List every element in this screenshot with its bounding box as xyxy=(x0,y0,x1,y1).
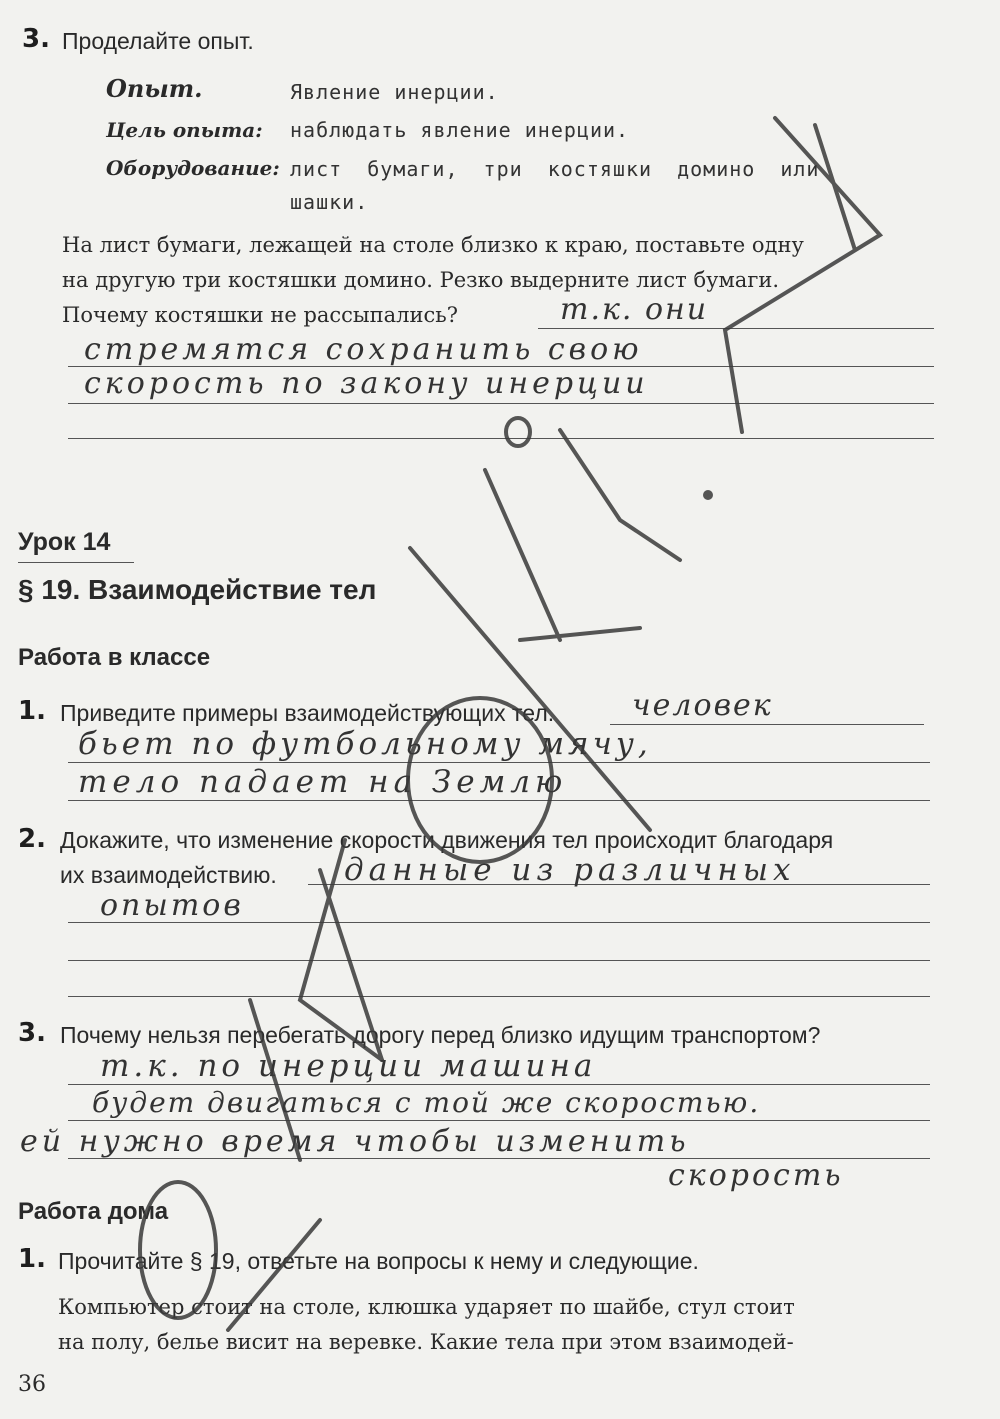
classwork-q2-number: 2. xyxy=(18,824,46,854)
exercise-3-question: Почему костяшки не рассыпались? xyxy=(62,303,458,327)
homework-q1-text: Прочитайте § 19, ответьте на вопросы к нему и следующие. xyxy=(58,1248,699,1274)
answer-line xyxy=(68,403,934,404)
answer-line xyxy=(68,960,930,961)
answer-line xyxy=(68,1084,930,1085)
pencil-dot xyxy=(705,492,711,498)
handwritten-answer-3-line2: стремятся сохранить свою xyxy=(84,332,643,367)
handwritten-answer-c3-line1: т.к. по инерции машина xyxy=(100,1048,597,1084)
experiment-label: Опыт. xyxy=(106,74,203,103)
homework-text xyxy=(58,1290,930,1360)
experiment-value: Явление инерции. xyxy=(290,80,499,104)
handwritten-answer-c2-line2: опытов xyxy=(100,888,244,923)
classwork-q1-text: Приведите примеры взаимодействующих тел. xyxy=(60,700,555,726)
answer-line xyxy=(68,1120,930,1121)
classwork-q2-text-line1: Докажите, что изменение скорости движения тел происходит благодаря xyxy=(60,827,834,853)
homework-q1-number: 1. xyxy=(18,1244,46,1274)
classwork-q1-number: 1. xyxy=(18,696,46,726)
exercise-3-number: 3. xyxy=(22,24,50,54)
equipment-label: Оборудование: xyxy=(106,156,280,180)
homework-heading: Работа дома xyxy=(18,1198,169,1225)
answer-line xyxy=(68,800,930,801)
page-number: 36 xyxy=(18,1372,46,1397)
handwritten-answer-3-line3: скорость по закону инерции xyxy=(84,366,649,401)
handwritten-answer-c3-line4: скорость xyxy=(668,1158,844,1193)
paragraph-title: § 19. Взаимодействие тел xyxy=(18,574,377,605)
pencil-circle xyxy=(506,418,530,446)
handwritten-answer-c1-line1: человек xyxy=(632,688,773,723)
goal-value: наблюдать явление инерции. xyxy=(290,118,630,142)
exercise-3-instruction: Проделайте опыт. xyxy=(62,28,254,54)
answer-line xyxy=(68,762,930,763)
handwritten-answer-c1-line2: бьет по футбольному мячу, xyxy=(78,726,652,762)
homework-text-line1: Компьютер стоит на столе, клюшка ударяет по шайбе, стул стоит xyxy=(58,1295,795,1319)
pencil-stroke xyxy=(485,470,560,640)
pencil-stroke xyxy=(560,430,680,560)
handwritten-answer-3-line1: т.к. они xyxy=(560,292,709,327)
goal-label: Цель опыта: xyxy=(106,118,263,142)
answer-line xyxy=(538,328,934,329)
handwritten-answer-c3-line3: ей нужно время чтобы изменить xyxy=(20,1124,690,1159)
classwork-q3-number: 3. xyxy=(18,1018,46,1048)
exercise-3-text-line2: на другую три костяшки домино. Резко выдерните лист бумаги. xyxy=(62,268,780,292)
homework-text-line2: на полу, белье висит на веревке. Какие тела при этом взаимодей- xyxy=(58,1330,794,1354)
classwork-q2-text-line2: их взаимодействию. xyxy=(60,862,277,888)
answer-line xyxy=(68,438,934,439)
classwork-heading: Работа в классе xyxy=(18,644,211,671)
classwork-q3-text: Почему нельзя перебегать дорогу перед близко идущим транспортом? xyxy=(60,1022,821,1048)
handwritten-answer-c2-line1: данные из различных xyxy=(344,852,796,888)
lesson-label: Урок 14 xyxy=(18,528,111,556)
lesson-underline xyxy=(18,562,134,563)
answer-line xyxy=(610,724,924,725)
answer-line xyxy=(68,996,930,997)
exercise-3-text-line1: На лист бумаги, лежащей на столе близко к краю, поставьте одну xyxy=(62,233,804,257)
handwritten-answer-c1-line3: тело падает на Землю xyxy=(78,764,568,800)
equipment-value-line1: лист бумаги, три костяшки домино или xyxy=(290,157,820,181)
handwritten-answer-c3-line2: будет двигаться с той же скоростью. xyxy=(92,1086,761,1119)
exercise-3-text xyxy=(62,228,934,333)
pencil-stroke xyxy=(520,628,640,640)
equipment-value-line2: шашки. xyxy=(290,190,369,214)
